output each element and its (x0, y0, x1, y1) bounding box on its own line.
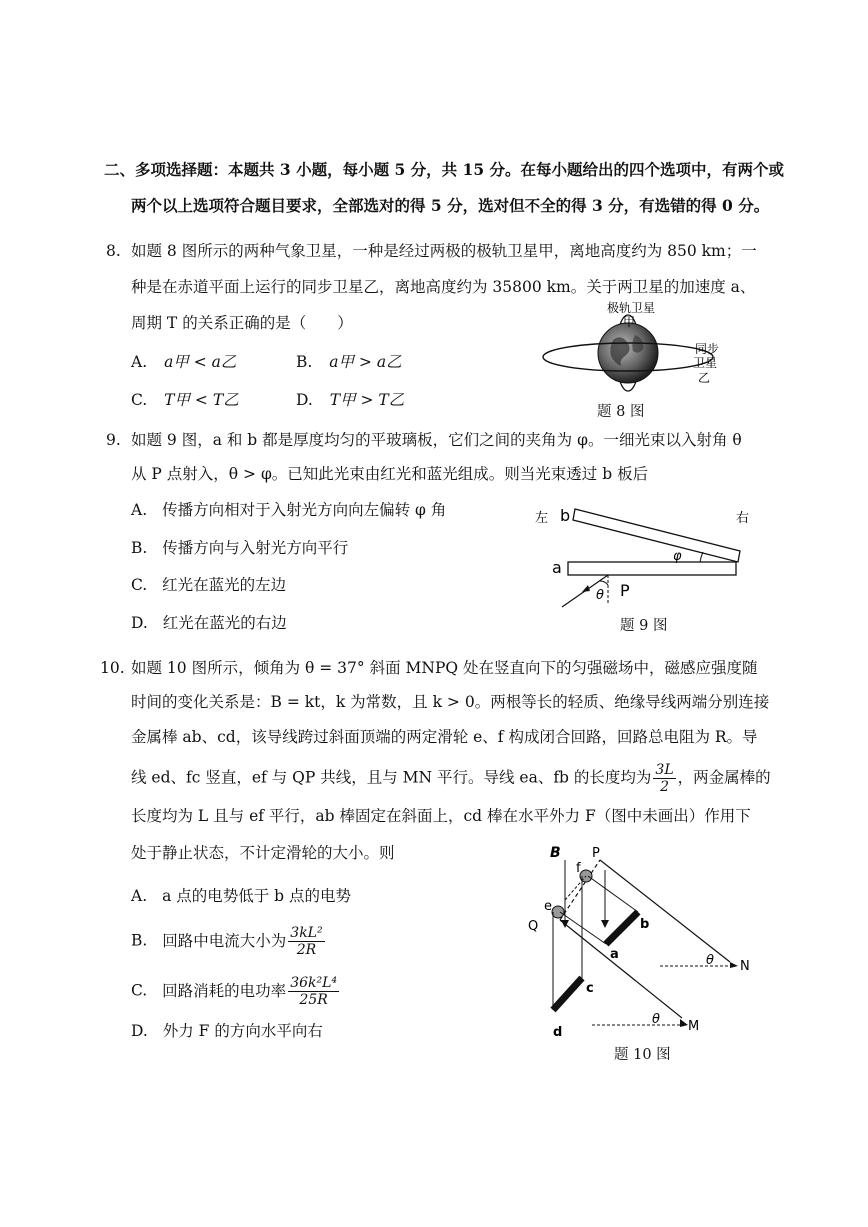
rod-ab (606, 912, 638, 944)
q9-option-a-label: A. (131, 501, 148, 519)
q8-option-a-text: a甲 < a乙 (164, 353, 237, 371)
q8-stem-line2: 种是在赤道平面上运行的同步卫星乙，离地高度约为 35800 km。关于两卫星的加速度 a、 (131, 278, 756, 296)
q8-option-c-label: C. (131, 391, 148, 409)
figure-9-glass-plates (530, 495, 760, 615)
q8-option-b[interactable] (296, 352, 402, 372)
fig10-b: b (640, 917, 650, 932)
rod-cd (553, 978, 582, 1010)
fig8-geo-label-yi: 乙 (698, 371, 711, 385)
q10-fraction-3l-2: $\frac{3L}{2}$ (655, 762, 674, 795)
fig10-m: M (688, 1019, 700, 1034)
q8-option-a[interactable] (131, 352, 236, 372)
fig10-theta-n: θ (706, 953, 714, 968)
fig10-p: P (592, 846, 600, 861)
q8-option-d-text: T甲 > T乙 (329, 391, 405, 409)
fig10-theta-m: θ (652, 1012, 660, 1027)
fig8-polar-label: 极轨卫星 (607, 301, 656, 315)
q8-option-b-text: a甲 > a乙 (329, 353, 402, 371)
q8-stem-line1: 如题 8 图所示的两种气象卫星，一种是经过两极的极轨卫星甲，离地高度约为 850 km；一 (131, 242, 757, 260)
fig10-f: f (576, 861, 581, 876)
fig9-point-p: P (620, 581, 630, 600)
q10-number: 10. (100, 659, 125, 677)
figure-8-satellites (535, 295, 735, 405)
q10-option-c-label: C. (131, 981, 148, 1000)
q9-option-c-label: C. (131, 576, 148, 594)
fig10-q: Q (528, 919, 539, 934)
q10-stem-line2: 时间的变化关系是：B = kt，k 为常数，且 k > 0。两根等长的轻质、绝缘导线两端分别连接 (131, 693, 770, 711)
q10-option-b[interactable] (131, 925, 327, 958)
fig9-theta: θ (596, 588, 604, 603)
q9-option-b[interactable] (131, 538, 348, 558)
q9-number: 9. (106, 431, 121, 449)
section-heading-line2: 两个以上选项符合题目要求，全部选对的得 5 分，选对但不全的得 3 分，有选错的得 0 分。 (131, 196, 770, 215)
q10-stem-line4 (131, 762, 771, 795)
glass-plate-b (573, 509, 740, 562)
pulley-e (552, 906, 564, 918)
q10-option-b-fraction: $\frac{\text{3kL²}}{2R}$ (290, 925, 323, 958)
section-heading-line1: 二、多项选择题：本题共 3 小题，每小题 5 分，共 15 分。在每小题给出的四个选项中，有两个或 (104, 160, 785, 179)
q10-option-c-fraction: $\frac{\text{36k²L⁴}}{25R}$ (290, 975, 338, 1008)
q8-stem-line3: 周期 T 的关系正确的是（ ） (131, 314, 353, 332)
q10-option-b-label: B. (131, 931, 148, 950)
figure-9-caption: 题 9 图 (620, 618, 668, 634)
q10-option-c-text: 回路消耗的电功率 (162, 981, 287, 1000)
fig10-n: N (740, 959, 750, 974)
q9-option-b-label: B. (131, 539, 148, 557)
q9-option-d-text: 红光在蓝光的右边 (162, 614, 287, 632)
q10-option-d-text: 外力 F 的方向水平向右 (162, 1022, 323, 1040)
q8-option-d[interactable] (296, 390, 404, 410)
figure-8-caption: 题 8 图 (597, 404, 645, 420)
q10-option-c[interactable] (131, 975, 341, 1008)
q9-option-d[interactable] (131, 613, 287, 633)
q8-option-c[interactable] (131, 390, 239, 410)
fig8-geo-label-2: 卫星 (693, 356, 718, 370)
q8-option-b-label: B. (296, 353, 313, 371)
edge-qm (560, 920, 682, 1018)
figure-10-caption: 题 10 图 (614, 1047, 671, 1063)
q10-stem-line1: 如题 10 图所示，倾角为 θ = 37° 斜面 MNPQ 处在竖直向下的匀强磁场中，磁感应强度随 (131, 659, 758, 677)
q9-option-c-text: 红光在蓝光的左边 (162, 576, 287, 594)
q10-stem-line5: 长度均为 L 且与 ef 平行，ab 棒固定在斜面上，cd 棒在水平外力 F（图中未画出）作用下 (131, 807, 751, 825)
fig10-e: e (544, 899, 552, 914)
q9-option-b-text: 传播方向与入射光方向平行 (162, 539, 349, 557)
q10-stem-line3: 金属棒 ab、cd，该导线跨过斜面顶端的两定滑轮 e、f 构成闭合回路，回路总电阻为 R。导 (131, 728, 758, 746)
q8-option-a-label: A. (131, 353, 148, 371)
fig8-geo-label-1: 同步 (695, 342, 720, 356)
glass-plate-a (568, 562, 736, 575)
q10-option-b-text: 回路中电流大小为 (162, 931, 287, 950)
q9-option-d-label: D. (131, 614, 148, 632)
edge-pn (600, 860, 730, 962)
q9-stem-line1: 如题 9 图，a 和 b 都是厚度均匀的平玻璃板，它们之间的夹角为 φ。一细光束以入射角 θ (131, 431, 742, 449)
figure-10-incline (520, 840, 765, 1045)
fig10-d: d (553, 1025, 563, 1040)
q10-option-a-label: A. (131, 887, 148, 905)
q10-option-a-text: a 点的电势低于 b 点的电势 (162, 887, 352, 905)
fig9-right: 右 (736, 511, 750, 526)
q10-stem-line4a: 线 ed、fc 竖直，ef 与 QP 共线，且与 MN 平行。导线 ea、fb 的长度均为 (131, 768, 652, 787)
q10-stem-line6: 处于静止状态，不计定滑轮的大小。则 (131, 844, 395, 862)
q8-number: 8. (106, 242, 121, 260)
q9-stem-line2: 从 P 点射入，θ > φ。已知此光束由红光和蓝光组成。则当光束透过 b 板后 (131, 465, 649, 483)
fig8-polar-label-jia: 甲 (623, 315, 636, 329)
fig10-c: c (586, 981, 594, 996)
q10-option-a[interactable] (131, 886, 351, 906)
fig9-phi: φ (673, 549, 682, 564)
fig9-label-b: b (560, 506, 571, 525)
q8-option-d-label: D. (296, 391, 313, 409)
fig10-b-field: B (550, 845, 561, 861)
q9-option-a[interactable] (131, 500, 446, 520)
q10-option-d[interactable] (131, 1021, 323, 1041)
q10-option-d-label: D. (131, 1022, 148, 1040)
fig10-a: a (610, 947, 619, 962)
wire-fb (588, 876, 638, 912)
fig9-left: 左 (535, 511, 549, 526)
q9-option-c[interactable] (131, 575, 286, 595)
q8-option-c-text: T甲 < T乙 (164, 391, 239, 409)
q10-stem-line4b: ，两金属棒的 (677, 768, 771, 787)
fig9-label-a: a (552, 558, 562, 577)
q9-option-a-text: 传播方向相对于入射光方向向左偏转 φ 角 (162, 501, 447, 519)
